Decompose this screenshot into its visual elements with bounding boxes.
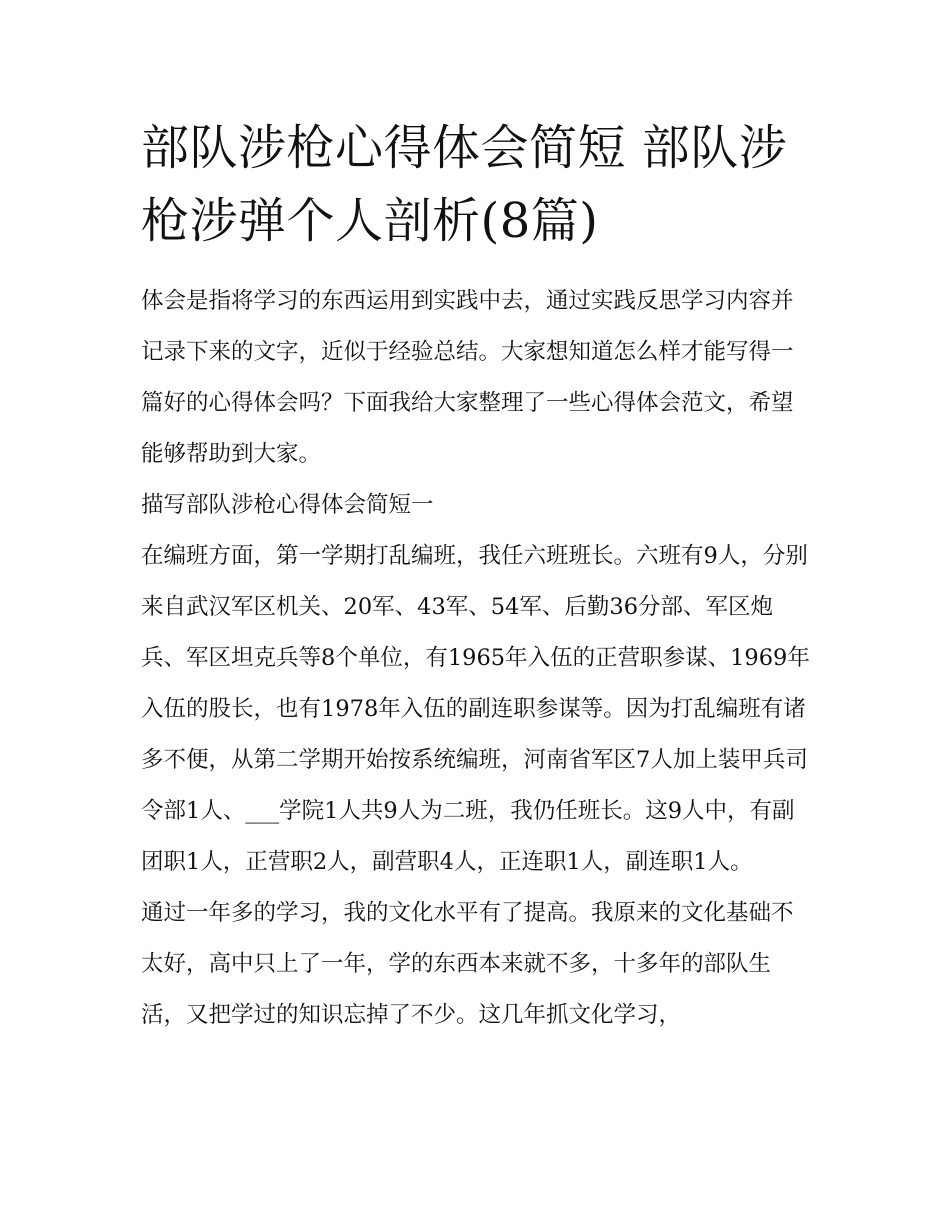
body-paragraph-1: 在编班方面，第一学期打乱编班，我任六班班长。六班有9人，分别来自武汉军区机关、20军、43军、54军、后勤36分部、军区炮兵、军区坦克兵等8个单位，有1965年入伍的正营职参谋、1969年入伍的股长，也有1978年入伍的副连职参谋等。因为打乱编班有诸多不便，从第二学期开始按系统编班，河南省军区7人加上装甲兵司令部1人、___学院1人共9人为二班，我仍任班长。这9人中，有副团职1人，正营职2人，副营职4人，正连职1人，副连职1人。 xyxy=(141,543,810,875)
body-paragraph-2: 通过一年多的学习，我的文化水平有了提高。我原来的文化基础不太好，高中只上了一年，学的东西本来就不多，十多年的部队生活，又把学过的知识忘掉了不少。这几年抓文化学习， xyxy=(141,900,794,1028)
section-heading: 描写部队涉枪心得体会简短一 xyxy=(141,492,434,518)
intro-paragraph: 体会是指将学习的东西运用到实践中去，通过实践反思学习内容并记录下来的文字，近似于经验总结。大家想知道怎么样才能写得一篇好的心得体会吗？下面我给大家整理了一些心得体会范文，希望能够帮助到大家。 xyxy=(141,288,794,467)
document-title: 部队涉枪心得体会简短 部队涉枪涉弹个人剖析(8篇) xyxy=(141,120,788,249)
document-page xyxy=(141,112,813,1041)
